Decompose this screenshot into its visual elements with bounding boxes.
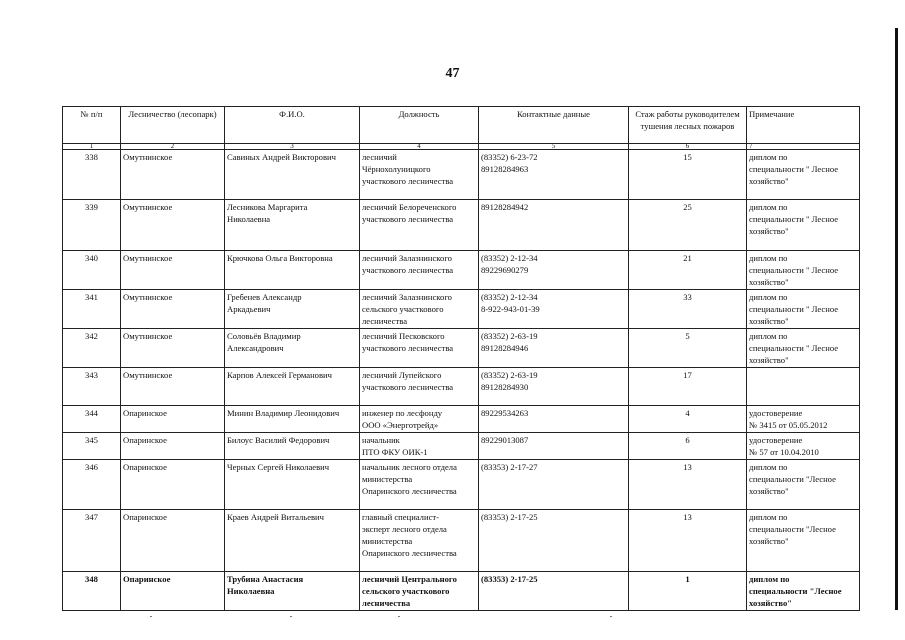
cell-contacts: (83352) 2-63-19 89128284946 <box>479 329 629 368</box>
cell-position: лесничий Лупейского участкового лесничества <box>360 368 479 406</box>
cell-name: Билоус Василий Федорович <box>225 433 360 460</box>
cell-num: 343 <box>63 368 121 406</box>
table-row <box>63 433 860 460</box>
cell-experience: 33 <box>629 290 747 329</box>
cell-name: Краев Андрей Витальевич <box>225 510 360 572</box>
cell-num: 346 <box>63 460 121 510</box>
cell-num: 347 <box>63 510 121 572</box>
cell-name: Черных Сергей Николаевич <box>225 460 360 510</box>
table-row <box>63 510 860 572</box>
cell-experience: 17 <box>629 368 747 406</box>
column-number: 1 <box>63 144 121 150</box>
cell-contacts: 89229534263 <box>479 406 629 433</box>
cell-contacts: 89229013087 <box>479 433 629 460</box>
cell-name: Лесникова Маргарита Николаевна <box>225 200 360 251</box>
cell-position: лесничий Центрального сельского участкового лесничества <box>360 572 479 611</box>
header-name: Ф.И.О. <box>225 107 360 144</box>
cell-contacts: (83353) 2-17-25 <box>479 510 629 572</box>
cell-note: диплом по специальности " Лесное хозяйство" <box>747 150 860 200</box>
cell-forestry: Омутнинское <box>121 150 225 200</box>
table-row <box>63 251 860 290</box>
header-forestry: Лесничество (лесопарк) <box>121 107 225 144</box>
cell-note: диплом по специальности "Лесное хозяйство" <box>747 460 860 510</box>
cell-contacts: (83353) 2-17-27 <box>479 460 629 510</box>
cell-experience: 21 <box>629 251 747 290</box>
cell-position: лесничий Залазнинского участкового лесничества <box>360 251 479 290</box>
cell-experience: 1 <box>629 572 747 611</box>
cell-position: главный специалист- эксперт лесного отдела министерства Опаринского лесничества <box>360 510 479 572</box>
cell-num: 339 <box>63 200 121 251</box>
cell-num: 338 <box>63 150 121 200</box>
cell-position: инженер по лесфонду ООО «Энерготрейд» <box>360 406 479 433</box>
cell-note: диплом по специальности " Лесное хозяйство" <box>747 329 860 368</box>
cell-contacts: 89128284942 <box>479 200 629 251</box>
cell-forestry: Омутнинское <box>121 329 225 368</box>
header-experience: Стаж работы руководителем тушения лесных пожаров <box>629 107 747 144</box>
table-row <box>63 460 860 510</box>
cell-num: 348 <box>63 572 121 611</box>
table-row <box>63 368 860 406</box>
cell-note: удостоверение № 57 от 10.04.2010 <box>747 433 860 460</box>
cell-forestry: Опаринское <box>121 406 225 433</box>
cell-name: Гребенев Александр Аркадьевич <box>225 290 360 329</box>
cell-name: Карпов Алексей Германович <box>225 368 360 406</box>
cell-contacts: (83352) 2-63-19 89128284930 <box>479 368 629 406</box>
column-number: 7 <box>747 144 860 150</box>
cell-num: 342 <box>63 329 121 368</box>
header-num: № п/п <box>63 107 121 144</box>
cell-position: лесничий Чёрнохолуницкого участкового лесничества <box>360 150 479 200</box>
cell-note: диплом по специальности "Лесное хозяйство" <box>747 510 860 572</box>
cell-contacts: (83353) 2-17-25 <box>479 572 629 611</box>
cell-name: Минин Владимир Леонидович <box>225 406 360 433</box>
table-row <box>63 406 860 433</box>
cell-forestry: Омутнинское <box>121 368 225 406</box>
header-position: Должность <box>360 107 479 144</box>
table-row <box>63 200 860 251</box>
cell-experience: 5 <box>629 329 747 368</box>
column-number: 4 <box>360 144 479 150</box>
cell-position: начальник ПТО ФКУ ОИК-1 <box>360 433 479 460</box>
scan-speck <box>150 616 152 617</box>
table-row <box>63 290 860 329</box>
cell-position: лесничий Залазнинского сельского участкового лесничества <box>360 290 479 329</box>
cell-forestry: Опаринское <box>121 460 225 510</box>
cell-experience: 13 <box>629 510 747 572</box>
cell-experience: 4 <box>629 406 747 433</box>
header-row <box>63 107 860 144</box>
column-number: 6 <box>629 144 747 150</box>
cell-experience: 25 <box>629 200 747 251</box>
cell-num: 345 <box>63 433 121 460</box>
column-number: 2 <box>121 144 225 150</box>
cell-forestry: Омутнинское <box>121 290 225 329</box>
staff-table <box>62 106 860 611</box>
cell-forestry: Опаринское <box>121 510 225 572</box>
cell-experience: 6 <box>629 433 747 460</box>
cell-name: Крючкова Ольга Викторовна <box>225 251 360 290</box>
cell-forestry: Омутнинское <box>121 200 225 251</box>
cell-position: лесничий Белореченского участкового лесничества <box>360 200 479 251</box>
header-contacts: Контактные данные <box>479 107 629 144</box>
cell-forestry: Омутнинское <box>121 251 225 290</box>
cell-note: диплом по специальности " Лесное хозяйство" <box>747 290 860 329</box>
table-row <box>63 329 860 368</box>
cell-contacts: (83352) 6-23-72 89128284963 <box>479 150 629 200</box>
cell-name: Савиных Андрей Викторович <box>225 150 360 200</box>
cell-note: диплом по специальности "Лесное хозяйство" <box>747 572 860 611</box>
cell-contacts: (83352) 2-12-34 8-922-943-01-39 <box>479 290 629 329</box>
cell-note: удостоверение № 3415 от 05.05.2012 <box>747 406 860 433</box>
scan-speck <box>610 616 612 617</box>
cell-num: 344 <box>63 406 121 433</box>
cell-contacts: (83352) 2-12-34 89229690279 <box>479 251 629 290</box>
header-note: Примечание <box>747 107 860 144</box>
table-row <box>63 150 860 200</box>
page-number: 47 <box>445 66 460 81</box>
cell-name: Соловьёв Владимир Александрович <box>225 329 360 368</box>
cell-note: диплом по специальности " Лесное хозяйство" <box>747 251 860 290</box>
cell-experience: 13 <box>629 460 747 510</box>
cell-experience: 15 <box>629 150 747 200</box>
table-row <box>63 572 860 611</box>
scan-speck <box>290 616 292 617</box>
cell-name: Трубина Анастасия Николаевна <box>225 572 360 611</box>
cell-forestry: Опаринское <box>121 572 225 611</box>
cell-note <box>747 368 860 406</box>
cell-position: лесничий Песковского участкового лесничества <box>360 329 479 368</box>
cell-num: 340 <box>63 251 121 290</box>
column-number: 3 <box>225 144 360 150</box>
cell-forestry: Опаринское <box>121 433 225 460</box>
column-number: 5 <box>479 144 629 150</box>
cell-note: диплом по специальности " Лесное хозяйство" <box>747 200 860 251</box>
scan-speck <box>398 616 400 617</box>
page-edge-rule <box>895 28 898 610</box>
cell-position: начальник лесного отдела министерства Опаринского лесничества <box>360 460 479 510</box>
cell-num: 341 <box>63 290 121 329</box>
